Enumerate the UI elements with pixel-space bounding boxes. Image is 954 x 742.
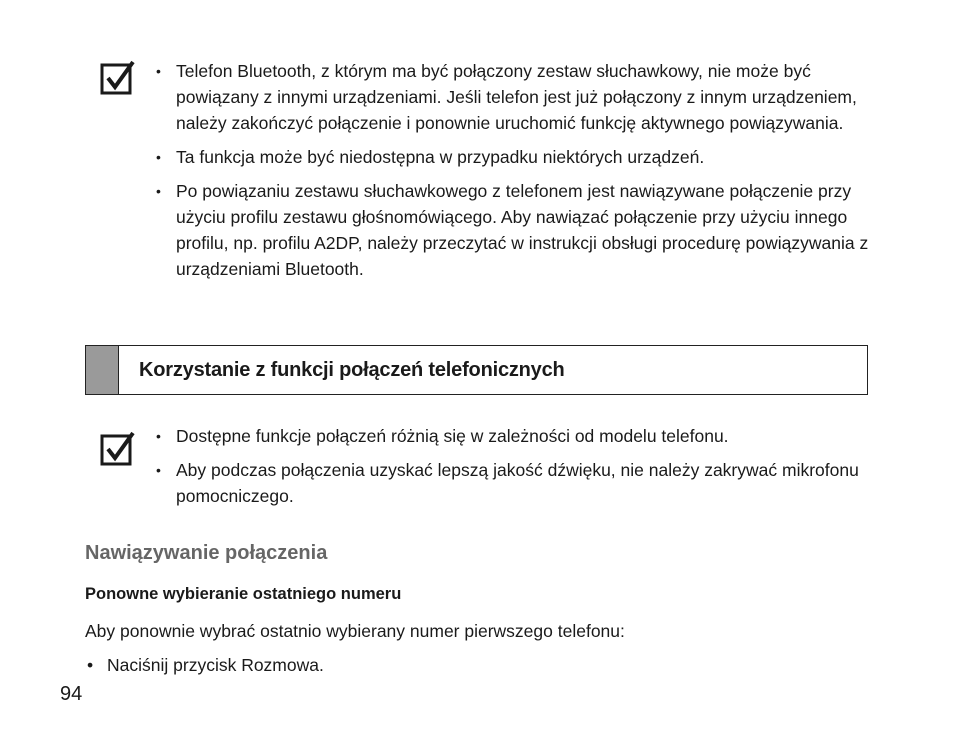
note-item: • Dostępne funkcje połączeń różnią się w zależności od modelu telefonu. <box>154 423 874 449</box>
note-item: • Ta funkcja może być niedostępna w przypadku niektórych urządzeń. <box>154 144 874 170</box>
note-list-1 <box>154 58 874 290</box>
section-header <box>85 345 868 395</box>
checkbox-note-icon <box>100 431 136 467</box>
checkbox-note-icon <box>100 60 136 96</box>
note-item: • Aby podczas połączenia uzyskać lepszą jakość dźwięku, nie należy zakrywać mikrofonu pomocniczego. <box>154 457 874 509</box>
subheading: Nawiązywanie połączenia <box>85 542 328 564</box>
step-item: • Naciśnij przycisk Rozmowa. <box>85 655 324 676</box>
page-number: 94 <box>60 683 83 705</box>
sub-subheading: Ponowne wybieranie ostatniego numeru <box>85 585 402 603</box>
section-title: Korzystanie z funkcji połączeń telefonicznych <box>139 358 565 381</box>
section-header-bar <box>86 346 119 394</box>
instruction-paragraph: Aby ponownie wybrać ostatnio wybierany numer pierwszego telefonu: <box>85 621 625 641</box>
note-item: • Telefon Bluetooth, z którym ma być połączony zestaw słuchawkowy, nie może być powiązany z innymi urządzeniami. Jeśli telefon jest już połączony z innym urządzeniem, należy zakończyć połączenie i ponownie uruchomić funkcję aktywnego powiązywania. <box>154 58 874 136</box>
note-list-2 <box>154 423 874 517</box>
note-item: • Po powiązaniu zestawu słuchawkowego z telefonem jest nawiązywane połączenie przy użyciu profilu zestawu głośnomówiącego. Aby nawiązać połączenie przy użyciu innego profilu, np. profilu A2DP, należy przeczytać w instrukcji obsługi procedurę powiązywania z urządzeniami Bluetooth. <box>154 178 874 282</box>
